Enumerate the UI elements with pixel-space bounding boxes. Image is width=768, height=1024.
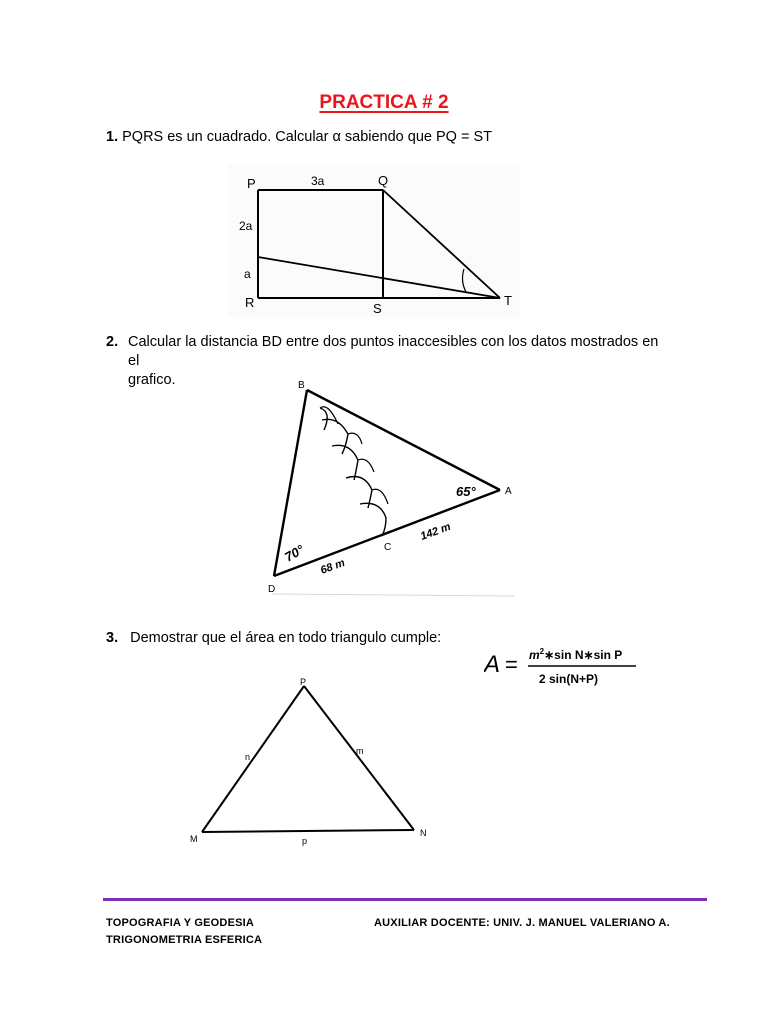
figure-triangle-mnp — [188, 676, 438, 848]
label-b: B — [298, 380, 305, 391]
formula-numerator: $m^2∗\sin$ N∗sin P — [529, 647, 623, 662]
formula-equals: = — [505, 652, 518, 677]
label-p: P — [247, 176, 256, 191]
label-r: R — [245, 295, 255, 310]
question-1-text: PQRS es un cuadrado. Calcular α sabiendo que PQ = ST — [118, 129, 492, 145]
label-side-p: p — [302, 836, 308, 846]
question-1-number: 1. — [106, 129, 119, 145]
footer-course: TOPOGRAFIA Y GEODESIA — [106, 917, 255, 929]
label-t: T — [504, 293, 512, 308]
footer-divider — [103, 898, 707, 901]
footer-author: AUXILIAR DOCENTE: UNIV. J. MANUEL VALERIANO A. — [374, 917, 670, 929]
label-m: M — [190, 834, 198, 844]
label-side-m: m — [356, 746, 364, 756]
question-3-text: Demostrar que el área en todo triangulo cumple: — [130, 630, 442, 646]
label-side-n: n — [245, 752, 251, 762]
label-n: N — [420, 828, 427, 838]
label-a: a — [244, 267, 251, 281]
label-angle-65: 65° — [456, 484, 476, 499]
figure-triangle-bad — [262, 372, 520, 598]
question-2-text-line2: el grafico. — [128, 353, 176, 388]
question-1 — [106, 128, 492, 147]
question-2-number: 2. — [106, 334, 119, 350]
label-2a: 2a — [239, 219, 253, 233]
label-a: A — [505, 486, 512, 497]
label-angle-70: 70° — [282, 541, 307, 565]
label-q: Q — [378, 173, 389, 188]
page-title: PRACTICA # 2 — [319, 92, 449, 113]
question-2-text-line1: Calcular la distancia BD entre dos puntos inaccesibles con los datos mostrados en — [128, 334, 659, 350]
label-68m: 68 m — [318, 556, 347, 577]
label-s: S — [373, 301, 382, 316]
area-formula — [484, 640, 644, 690]
formula-lhs: A — [484, 651, 501, 678]
question-3 — [106, 629, 441, 648]
label-3a: 3a — [311, 174, 325, 188]
label-d: D — [268, 584, 276, 595]
label-p-vertex: P — [300, 677, 307, 687]
footer-subject: TRIGONOMETRIA ESFERICA — [106, 934, 263, 946]
label-c: C — [384, 542, 392, 553]
label-142m: 142 m — [418, 520, 453, 543]
question-3-number: 3. — [106, 630, 119, 646]
formula-denominator: 2 sin(N+P) — [539, 672, 599, 686]
figure-square-pqrs — [228, 165, 520, 317]
